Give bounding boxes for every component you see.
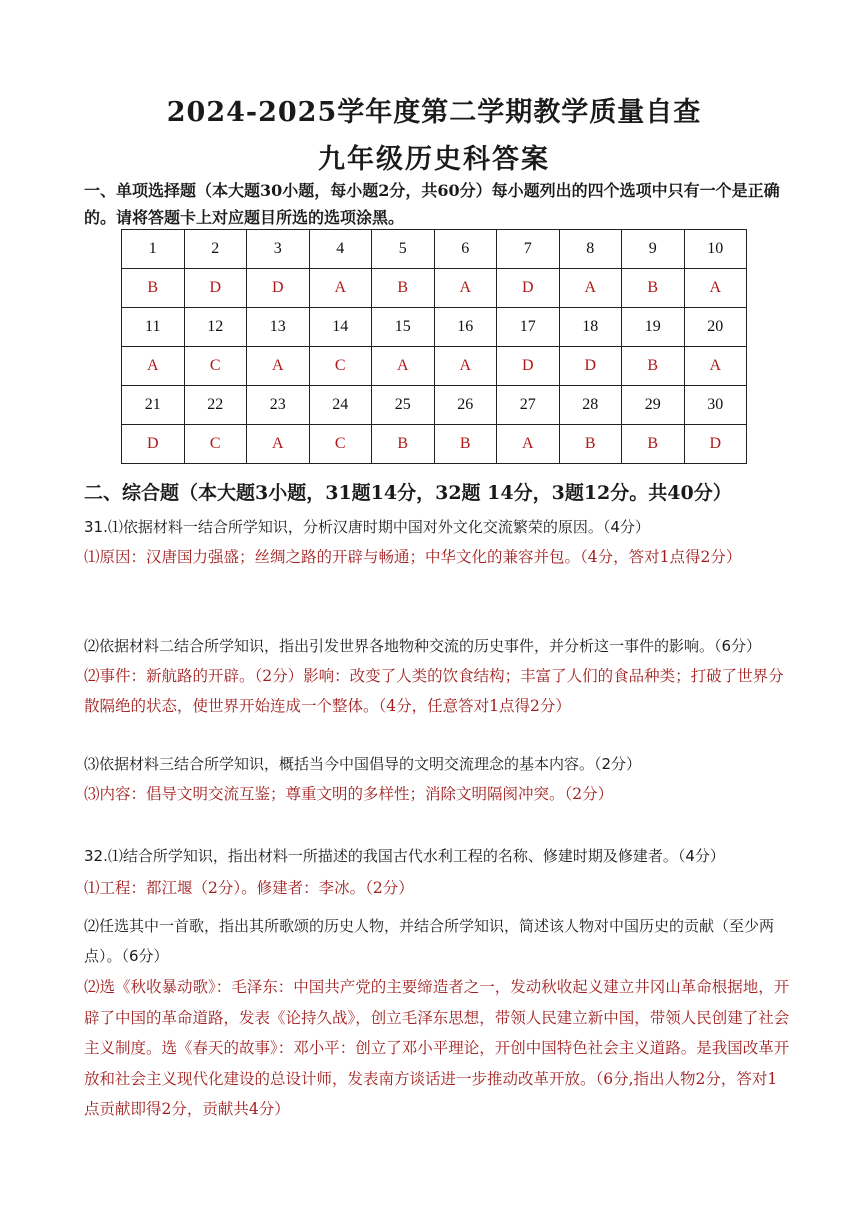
question-number: 15	[372, 308, 435, 347]
question-number: 17	[497, 308, 560, 347]
question-number: 23	[247, 386, 310, 425]
answer-letter: A	[434, 269, 497, 308]
table-row-answers	[122, 269, 747, 308]
question-number: 7	[497, 230, 560, 269]
table-row-numbers	[122, 386, 747, 425]
question-number: 5	[372, 230, 435, 269]
answer-letter: A	[122, 347, 185, 386]
question-number: 29	[622, 386, 685, 425]
question-number: 25	[372, 386, 435, 425]
answer-letter: B	[122, 269, 185, 308]
q32-part2-question: ⑵任选其中一首歌，指出其所歌颂的历史人物，并结合所学知识，简述该人物对中国历史的贡献（至少两点）。（6分）	[84, 917, 775, 965]
answer-letter: B	[559, 425, 622, 464]
question-number: 3	[247, 230, 310, 269]
question-number: 14	[309, 308, 372, 347]
answer-letter: A	[684, 269, 747, 308]
question-number: 21	[122, 386, 185, 425]
answer-letter: A	[309, 269, 372, 308]
answer-letter: C	[184, 425, 247, 464]
answer-letter: D	[559, 347, 622, 386]
question-number: 11	[122, 308, 185, 347]
answer-letter: A	[247, 347, 310, 386]
question-number: 13	[247, 308, 310, 347]
answer-letter: B	[434, 425, 497, 464]
answer-letter: A	[559, 269, 622, 308]
document-title: 2024-2025学年度第二学期教学质量自查	[166, 97, 702, 128]
q32-part1-answer: ⑴工程：都江堰（2分）。修建者：李冰。（2分）	[84, 879, 414, 897]
table-row-numbers	[122, 230, 747, 269]
answer-letter: B	[622, 425, 685, 464]
question-number: 26	[434, 386, 497, 425]
question-number: 4	[309, 230, 372, 269]
question-number: 22	[184, 386, 247, 425]
answer-letter: D	[247, 269, 310, 308]
question-number: 10	[684, 230, 747, 269]
q31-part2-answer: ⑵事件：新航路的开辟。（2分）影响：改变了人类的饮食结构；丰富了人们的食品种类；打破了世界分散隔绝的状态，使世界开始连成一个整体。（4分，任意答对1点得2分）	[84, 667, 784, 715]
q31-part2-question: ⑵依据材料二结合所学知识，指出引发世界各地物种交流的历史事件，并分析这一事件的影响。（6分）	[84, 637, 762, 655]
answer-letter: D	[497, 347, 560, 386]
q32-part2-answer: ⑵选《秋收暴动歌》：毛泽东：中国共产党的主要缔造者之一，发动秋收起义建立井冈山革命根据地，开辟了中国的革命道路，发表《论持久战》，创立毛泽东思想，带领人民建立新中国，带领人民创建了社会主义制度。选《春天的故事》：邓小平：创立了邓小平理论，开创中国特色社会主义道路。是我国改革开放和社会主义现代化建设的总设计师，发表南方谈话进一步推动改革开放。（6分,指出人物2分，答对1点贡献即得2分，贡献共4分）	[84, 978, 790, 1118]
answer-letter: D	[684, 425, 747, 464]
q31-part3-answer: ⑶内容：倡导文明交流互鉴；尊重文明的多样性；消除文明隔阂冲突。（2分）	[84, 785, 614, 803]
question-number: 6	[434, 230, 497, 269]
document-subtitle: 九年级历史科答案	[318, 144, 550, 175]
answer-letter: C	[309, 425, 372, 464]
answer-letter: C	[309, 347, 372, 386]
answer-letter: A	[372, 347, 435, 386]
question-number: 19	[622, 308, 685, 347]
q32-part1-question: 32.⑴结合所学知识，指出材料一所描述的我国古代水利工程的名称、修建时期及修建者。（4分）	[84, 847, 725, 865]
question-number: 1	[122, 230, 185, 269]
question-number: 20	[684, 308, 747, 347]
table-row-answers	[122, 347, 747, 386]
question-number: 2	[184, 230, 247, 269]
answer-letter: B	[622, 269, 685, 308]
question-number: 24	[309, 386, 372, 425]
table-row-numbers	[122, 308, 747, 347]
answer-letter: D	[184, 269, 247, 308]
answer-letter: B	[372, 425, 435, 464]
answer-letter: A	[247, 425, 310, 464]
question-number: 28	[559, 386, 622, 425]
question-number: 12	[184, 308, 247, 347]
answer-letter: B	[622, 347, 685, 386]
q31-part1-question: 31.⑴依据材料一结合所学知识，分析汉唐时期中国对外文化交流繁荣的原因。（4分）	[84, 518, 650, 536]
q31-part1-answer: ⑴原因：汉唐国力强盛；丝绸之路的开辟与畅通；中华文化的兼容并包。（4分，答对1点得2分）	[84, 548, 742, 566]
table-row-answers	[122, 425, 747, 464]
question-number: 9	[622, 230, 685, 269]
answer-table	[121, 229, 747, 464]
answer-letter: B	[372, 269, 435, 308]
answer-letter: A	[684, 347, 747, 386]
answer-letter: D	[497, 269, 560, 308]
question-number: 27	[497, 386, 560, 425]
question-number: 16	[434, 308, 497, 347]
section1-heading: 一、单项选择题（本大题30小题，每小题2分，共60分）每小题列出的四个选项中只有一个是正确的。请将答题卡上对应题目所选的选项涂黑。	[84, 181, 780, 227]
answer-letter: A	[434, 347, 497, 386]
question-number: 30	[684, 386, 747, 425]
answer-letter: D	[122, 425, 185, 464]
answer-letter: A	[497, 425, 560, 464]
question-number: 8	[559, 230, 622, 269]
q31-part3-question: ⑶依据材料三结合所学知识，概括当今中国倡导的文明交流理念的基本内容。（2分）	[84, 755, 642, 773]
question-number: 18	[559, 308, 622, 347]
answer-letter: C	[184, 347, 247, 386]
section2-heading: 二、综合题（本大题3小题，31题14分，32题 14分，3题12分。共40分）	[84, 482, 732, 504]
